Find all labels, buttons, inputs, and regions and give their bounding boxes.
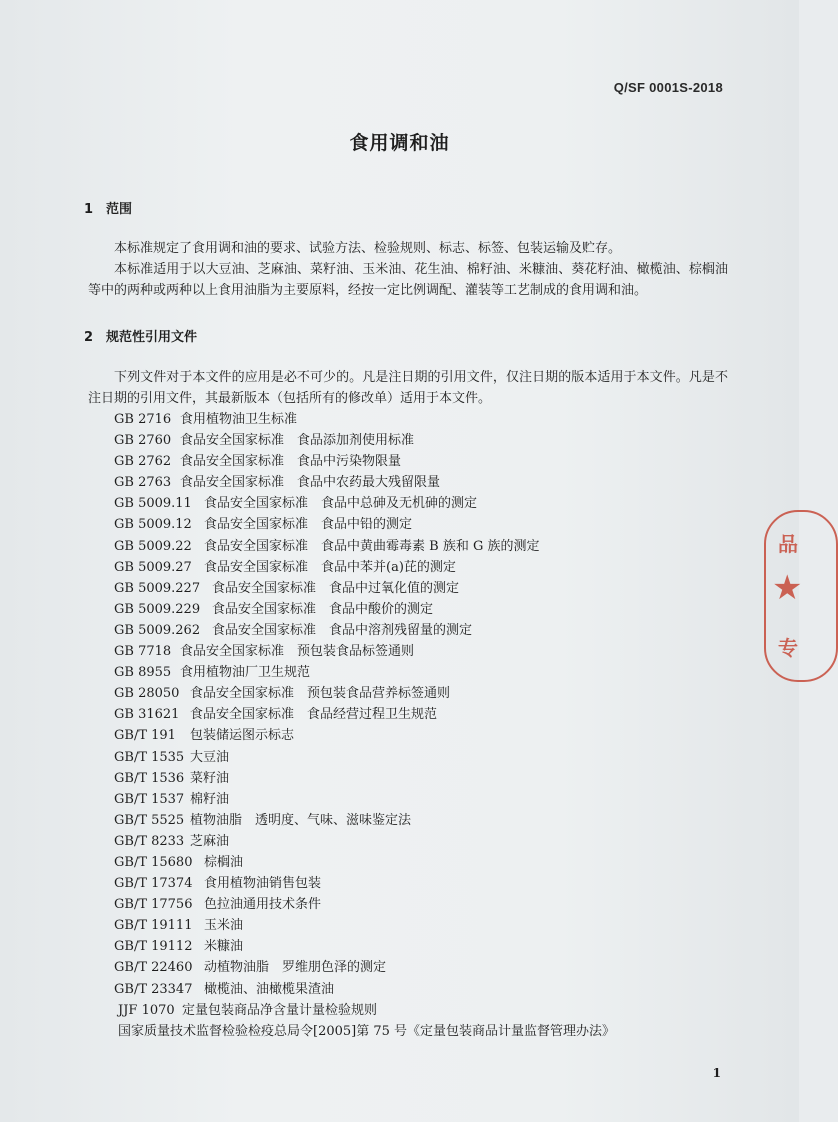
reference-item: GB/T 1537 棉籽油 — [114, 791, 230, 807]
reference-item: GB/T 1536 菜籽油 — [114, 770, 230, 786]
reference-item: GB 5009.262 食品安全国家标准 食品中溶剂残留量的测定 — [114, 622, 473, 638]
reference-item: GB 8955 食用植物油厂卫生规范 — [114, 665, 311, 681]
section-1-paragraph-1: 本标准规定了食用调和油的要求、试验方法、检验规则、标志、标签、包装运输及贮存。 — [114, 241, 622, 256]
stamp-text-top: 品 — [778, 532, 798, 556]
reference-item: GB/T 19112 米糠油 — [114, 939, 244, 955]
reference-item: GB 5009.22 食品安全国家标准 食品中黄曲霉毒素 B 族和 G 族的测定 — [114, 538, 540, 554]
reference-item: GB 5009.229 食品安全国家标准 食品中酸价的测定 — [114, 601, 434, 617]
reference-item: GB/T 17756 色拉油通用技术条件 — [114, 897, 322, 913]
reference-item: GB 2762 食品安全国家标准 食品中污染物限量 — [114, 454, 402, 470]
section-2-intro: 下列文件对于本文件的应用是必不可少的。凡是注日期的引用文件，仅注日期的版本适用于本文件。凡是不注日期的引用文件，其最新版本（包括所有的修改单）适用于本文件。 — [88, 370, 728, 406]
section-1-number: 1 — [84, 202, 94, 217]
reference-item: 国家质量技术监督检验检疫总局令[2005]第 75 号《定量包装商品计量监督管理办法》 — [118, 1023, 616, 1039]
reference-item: GB 7718 食品安全国家标准 预包装食品标签通则 — [114, 644, 415, 660]
reference-item: GB 5009.27 食品安全国家标准 食品中苯并(a)芘的测定 — [114, 559, 456, 575]
reference-item: GB/T 5525 植物油脂 透明度、气味、滋味鉴定法 — [114, 812, 412, 828]
reference-item: GB/T 8233 芝麻油 — [114, 833, 230, 849]
reference-item: GB 28050 食品安全国家标准 预包装食品营养标签通则 — [114, 686, 451, 702]
section-2-heading — [84, 326, 197, 345]
section-1-paragraph-2: 本标准适用于以大豆油、芝麻油、菜籽油、玉米油、花生油、棉籽油、米糠油、葵花籽油、橄榄油、棕榈油等中的两种或两种以上食用油脂为主要原料，经按一定比例调配、灌装等工艺制成的食用调和油。 — [88, 262, 728, 298]
reference-item: GB 31621 食品安全国家标准 食品经营过程卫生规范 — [114, 707, 438, 723]
reference-item: GB/T 23347 橄榄油、油橄榄果渣油 — [114, 981, 335, 997]
reference-item: JJF 1070 定量包装商品净含量计量检验规则 — [118, 1002, 378, 1018]
reference-item: GB 5009.227 食品安全国家标准 食品中过氧化值的测定 — [114, 580, 460, 596]
reference-item: GB/T 1535 大豆油 — [114, 749, 230, 765]
reference-item: GB 5009.12 食品安全国家标准 食品中铅的测定 — [114, 517, 413, 533]
reference-item: GB 2763 食品安全国家标准 食品中农药最大残留限量 — [114, 475, 441, 491]
document-title: 食用调和油 — [349, 132, 450, 154]
reference-list — [114, 409, 615, 1042]
section-1-heading — [84, 198, 132, 217]
section-2-number: 2 — [84, 330, 94, 345]
reference-item: GB 2760 食品安全国家标准 食品添加剂使用标准 — [114, 433, 415, 449]
reference-item: GB/T 19111 玉米油 — [114, 918, 244, 934]
reference-item: GB/T 191 包装储运图示标志 — [114, 728, 295, 744]
stamp-text-bottom: 专 — [778, 636, 798, 660]
section-2-title: 规范性引用文件 — [106, 330, 198, 345]
section-1-title: 范围 — [106, 202, 133, 217]
standard-number: Q/SF 0001S-2018 — [613, 80, 723, 95]
reference-item: GB/T 15680 棕榈油 — [114, 854, 244, 870]
reference-item: GB 5009.11 食品安全国家标准 食品中总砷及无机砷的测定 — [114, 496, 478, 512]
reference-item: GB/T 22460 动植物油脂 罗维朋色泽的测定 — [114, 960, 387, 976]
stamp-star-icon: ★ — [772, 568, 803, 608]
reference-item: GB 2716 食用植物油卫生标准 — [114, 412, 298, 427]
page-number: 1 — [712, 1066, 721, 1080]
reference-item: GB/T 17374 食用植物油销售包装 — [114, 876, 322, 892]
